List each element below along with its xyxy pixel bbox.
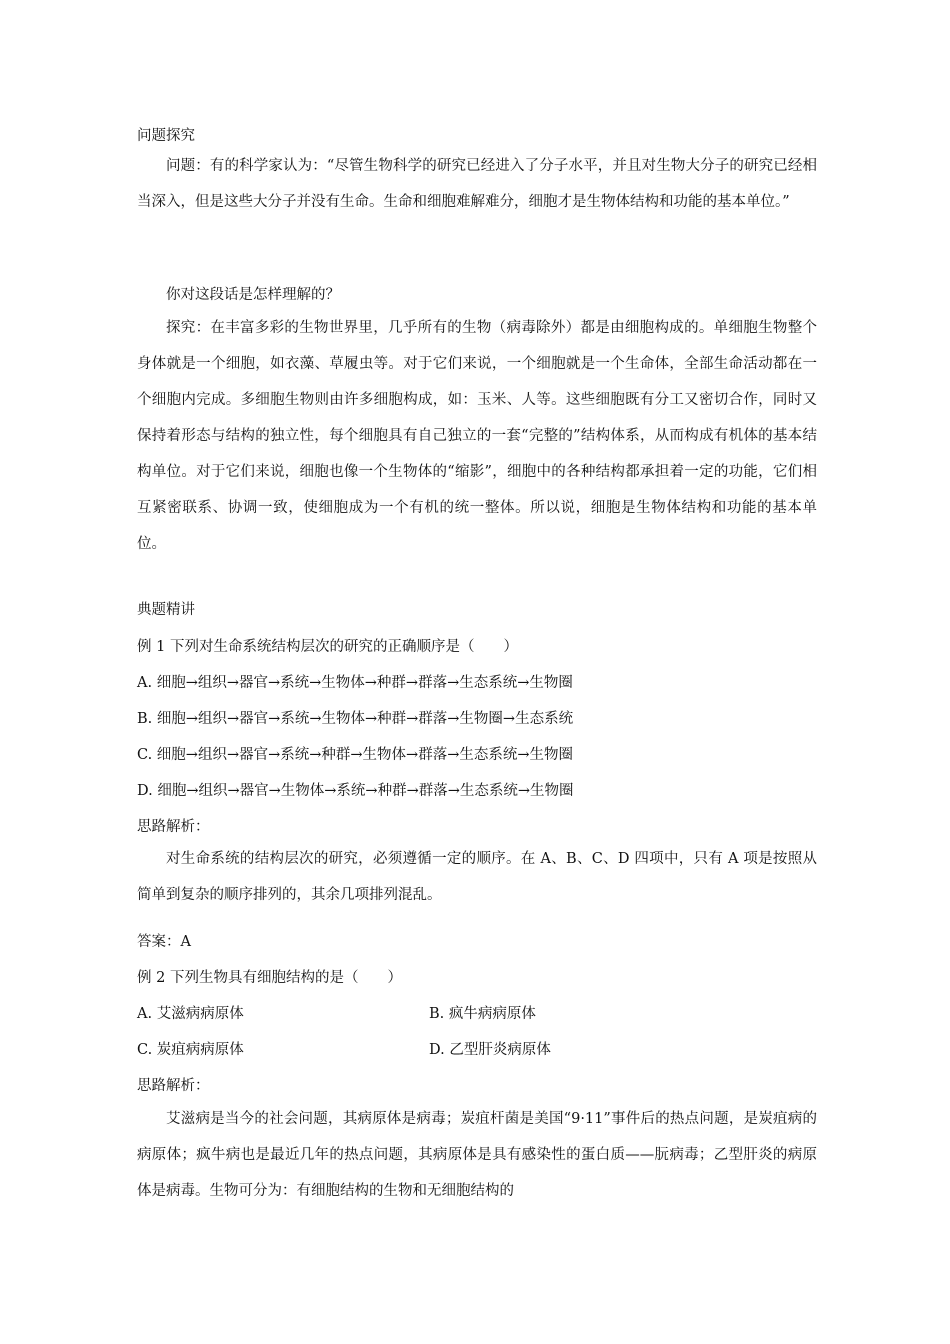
example1-option-b: B. 细胞→组织→器官→系统→生物体→种群→群落→生物圈→生态系统 (137, 711, 574, 727)
example1-analysis: 对生命系统的结构层次的研究，必须遵循一定的顺序。在 A、B、C、D 四项中，只有 A 项是按照从简单到复杂的顺序排列的，其余几项排列混乱。 (137, 851, 817, 903)
section-heading-problem-exploration: 问题探究 (137, 128, 195, 144)
example2-option-a: A. 艾滋病病原体 (137, 1006, 244, 1022)
example1-option-a: A. 细胞→组织→器官→系统→生物体→种群→群落→生态系统→生物圈 (137, 675, 573, 691)
example1-stem: 例 1 下列对生命系统结构层次的研究的正确顺序是（ ） (137, 639, 518, 655)
example2-option-d: D. 乙型肝炎病原体 (429, 1042, 551, 1058)
example1-answer: 答案：A (137, 934, 191, 950)
section-heading-typical-examples: 典题精讲 (137, 602, 195, 618)
question-paragraph: 问题：有的科学家认为：“尽管生物科学的研究已经进入了分子水平，并且对生物大分子的研究已经相当深入，但是这些大分子并没有生命。生命和细胞难解难分，细胞才是生物体结构和功能的基本单位。” (137, 158, 817, 210)
prompt-line: 你对这段话是怎样理解的？ (166, 287, 340, 303)
example2-option-c: C. 炭疽病病原体 (137, 1042, 244, 1058)
example1-analysis-label: 思路解析： (137, 819, 210, 835)
explore-paragraph: 探究：在丰富多彩的生物世界里，几乎所有的生物（病毒除外）都是由细胞构成的。单细胞生物整个身体就是一个细胞，如衣藻、草履虫等。对于它们来说，一个细胞就是一个生命体，全部生命活动都在一个细胞内完成。多细胞生物则由许多细胞构成，如：玉米、人等。这些细胞既有分工又密切合作，同时又保持着形态与结构的独立性，每个细胞具有自己独立的一套“完整的”结构体系，从而构成有机体的基本结构单位。对于它们来说，细胞也像一个生物体的“缩影”，细胞中的各种结构都承担着一定的功能，它们相互紧密联系、协调一致，使细胞成为一个有机的统一整体。所以说，细胞是生物体结构和功能的基本单位。 (137, 320, 817, 552)
example1-option-d: D. 细胞→组织→器官→生物体→系统→种群→群落→生态系统→生物圈 (137, 783, 574, 799)
example2-analysis: 艾滋病是当今的社会问题，其病原体是病毒；炭疽杆菌是美国“9·11”事件后的热点问题，是炭疽病的病原体；疯牛病也是最近几年的热点问题，其病原体是具有感染性的蛋白质——朊病毒；乙型肝炎的病原体是病毒。生物可分为：有细胞结构的生物和无细胞结构的 (137, 1111, 817, 1199)
example1-option-c: C. 细胞→组织→器官→系统→种群→生物体→群落→生态系统→生物圈 (137, 747, 573, 763)
example2-stem: 例 2 下列生物具有细胞结构的是（ ） (137, 970, 402, 986)
example2-option-b: B. 疯牛病病原体 (429, 1006, 536, 1022)
example2-analysis-label: 思路解析： (137, 1078, 210, 1094)
